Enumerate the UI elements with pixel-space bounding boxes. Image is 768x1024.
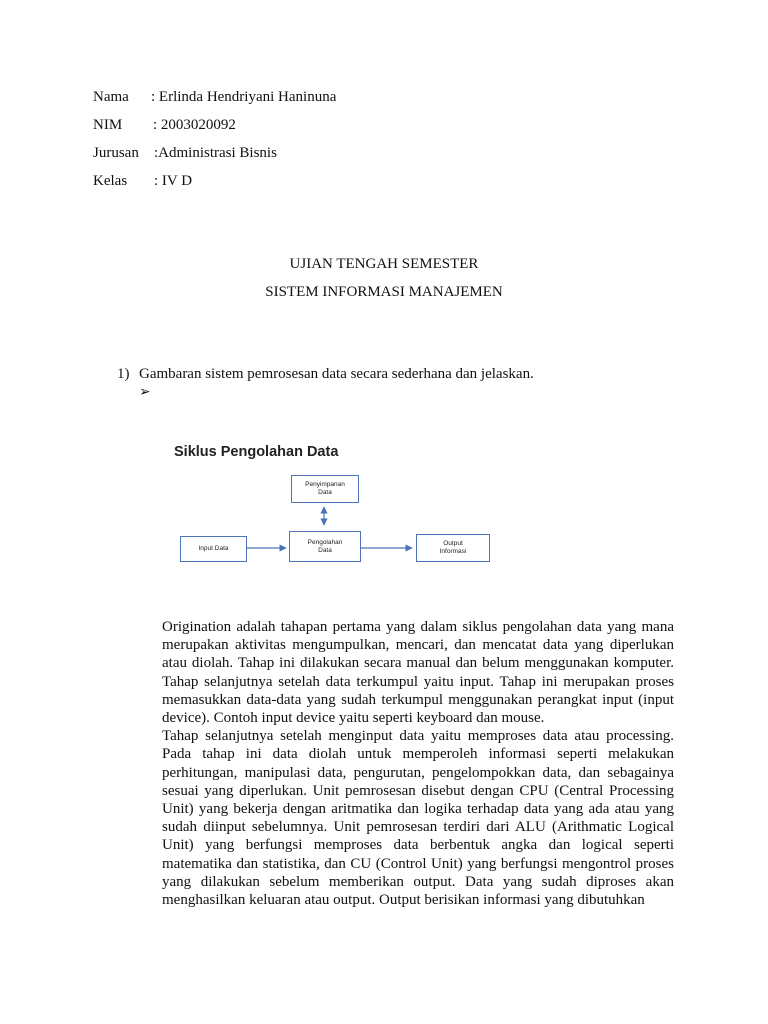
paragraph: Tahap selanjutnya setelah menginput data yaitu memproses data atau processing. Pada tahap ini data diolah untuk memperoleh informasi seperti melakukan perhitungan, manipulasi data, pengurutan, pengelompokkan data, dan sebagainya sesuai yang diperlukan. Unit pemrosesan disebut dengan CPU (Central Processing Unit) yang bekerja dengan aritmatika dan logika terhadap data yang ada atau yang sudah diinput sebelumnya. Unit pemrosesan terdiri dari ALU (Arithmatic Logical Unit) yang berfungsi memproses data berbentuk angka dan logical seperti matematika dan statistika, dan CU (Control Unit) yang berfungsi mengontrol proses yang dilakukan sebelum memberikan output. Data yang sudah diproses akan menghasilkan keluaran atau output. Output berisikan informasi yang dibutuhkan <box>162 728 674 909</box>
identity-label: Nama <box>93 89 129 105</box>
paragraph: Origination adalah tahapan pertama yang dalam siklus pengolahan data yang mana merupakan aktivitas mengumpulkan, mencari, dan mencatat data yang diperlukan atau diolah. Tahap ini dilakukan secara manual dan belum menggunakan komputer. Tahap selanjutnya setelah data terkumpul yaitu input. Tahap ini merupakan proses memasukkan data-data yang sudah terkumpul menggunakan perangkat input (input device). Contoh input device yaitu seperti keyboard dan mouse. <box>162 619 674 727</box>
process-label-1: Pengolahan <box>307 538 343 546</box>
identity-label: Jurusan <box>93 145 139 161</box>
explanation <box>162 618 674 909</box>
arrow-bullet-icon: ➢ <box>139 385 151 400</box>
output-label-1: Output <box>443 540 463 547</box>
identity-value: :Administrasi Bisnis <box>154 145 277 161</box>
output-label-2: Informasi <box>439 548 467 555</box>
identity-value: : 2003020092 <box>153 117 236 133</box>
storage-label-2: Data <box>318 489 332 496</box>
identity-value: : IV D <box>154 173 193 189</box>
question-text: Gambaran sistem pemrosesan data secara sederhana dan jelaskan. <box>139 366 534 382</box>
input-label: Input Data <box>198 545 229 552</box>
question-number: 1) <box>117 366 130 382</box>
storage-label-1: Penyimpanan <box>305 481 345 488</box>
diagram-title: Siklus Pengolahan Data <box>174 444 339 460</box>
course-title: SISTEM INFORMASI MANAJEMEN <box>265 284 503 300</box>
process-label-2: Data <box>318 546 332 554</box>
identity-value: : Erlinda Hendriyani Haninuna <box>151 89 337 105</box>
exam-title: UJIAN TENGAH SEMESTER <box>289 256 479 272</box>
identity-label: Kelas <box>93 173 128 189</box>
identity-label: NIM <box>93 117 123 133</box>
